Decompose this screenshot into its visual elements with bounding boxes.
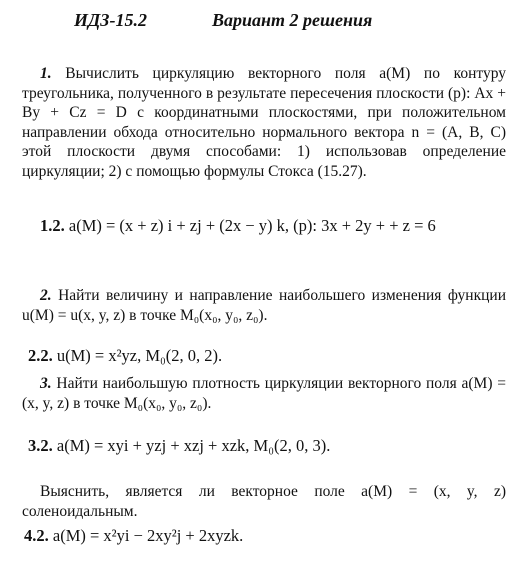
problem-3-2-number: 3.2. [28,436,53,455]
problem-4-2-text: a(M) = x²yi − 2xy²j + 2xyzk. [52,526,244,545]
problem-4-text: Выяснить, является ли векторное поле a(M) = (x, y, z) соленоидальным. [22,483,506,520]
problem-3-2-text: a(M) = xyi + yzj + xzj + xzk, M₀(2, 0, 3). [56,436,331,455]
doc-code: ИДЗ-15.2 [74,10,147,30]
problem-3 [22,374,506,413]
problem-3-2 [28,436,512,456]
problem-4-2-number: 4.2. [24,526,49,545]
problem-2-text: Найти величину и направление наибольшего изменения функции u(M) = u(x, y, z) в точке M₀(x₀, y₀, z₀). [22,287,506,324]
problem-1-2-text: a(M) = (x + z) i + zj + (2x − y) k, (p): 3x + 2y + + z = 6 [68,216,436,235]
problem-2-number: 2. [40,287,52,304]
problem-2-2-text: u(M) = x²yz, M₀(2, 0, 2). [56,346,223,365]
problem-2-2-number: 2.2. [28,346,53,365]
doc-variant: Вариант 2 решения [212,10,373,30]
problem-1 [22,64,506,181]
problem-1-2-number: 1.2. [40,216,65,235]
problem-4 [22,482,506,521]
problem-2 [22,286,506,325]
problem-1-2 [40,216,508,236]
problem-3-number: 3. [40,375,52,392]
problem-1-text: Вычислить циркуляцию векторного поля a(M) по контуру треугольника, полученного в результате пересечения плоскости (p): Ax + By + Cz = D с координатными плоскостями, при положительном направлении обхода относительно нормального вектора n = (A, B, C) этой плоскости двумя способами: 1) использовав определение циркуляции; 2) с помощью формулы Стокса (15.27). [22,65,507,180]
problem-3-text: Найти наибольшую плотность циркуляции векторного поля a(M) = (x, y, z) в точке M₀(x₀, y₀, z₀). [22,375,507,412]
problem-2-2 [28,346,512,366]
problem-1-number: 1. [40,65,52,82]
problem-4-2 [24,526,508,546]
